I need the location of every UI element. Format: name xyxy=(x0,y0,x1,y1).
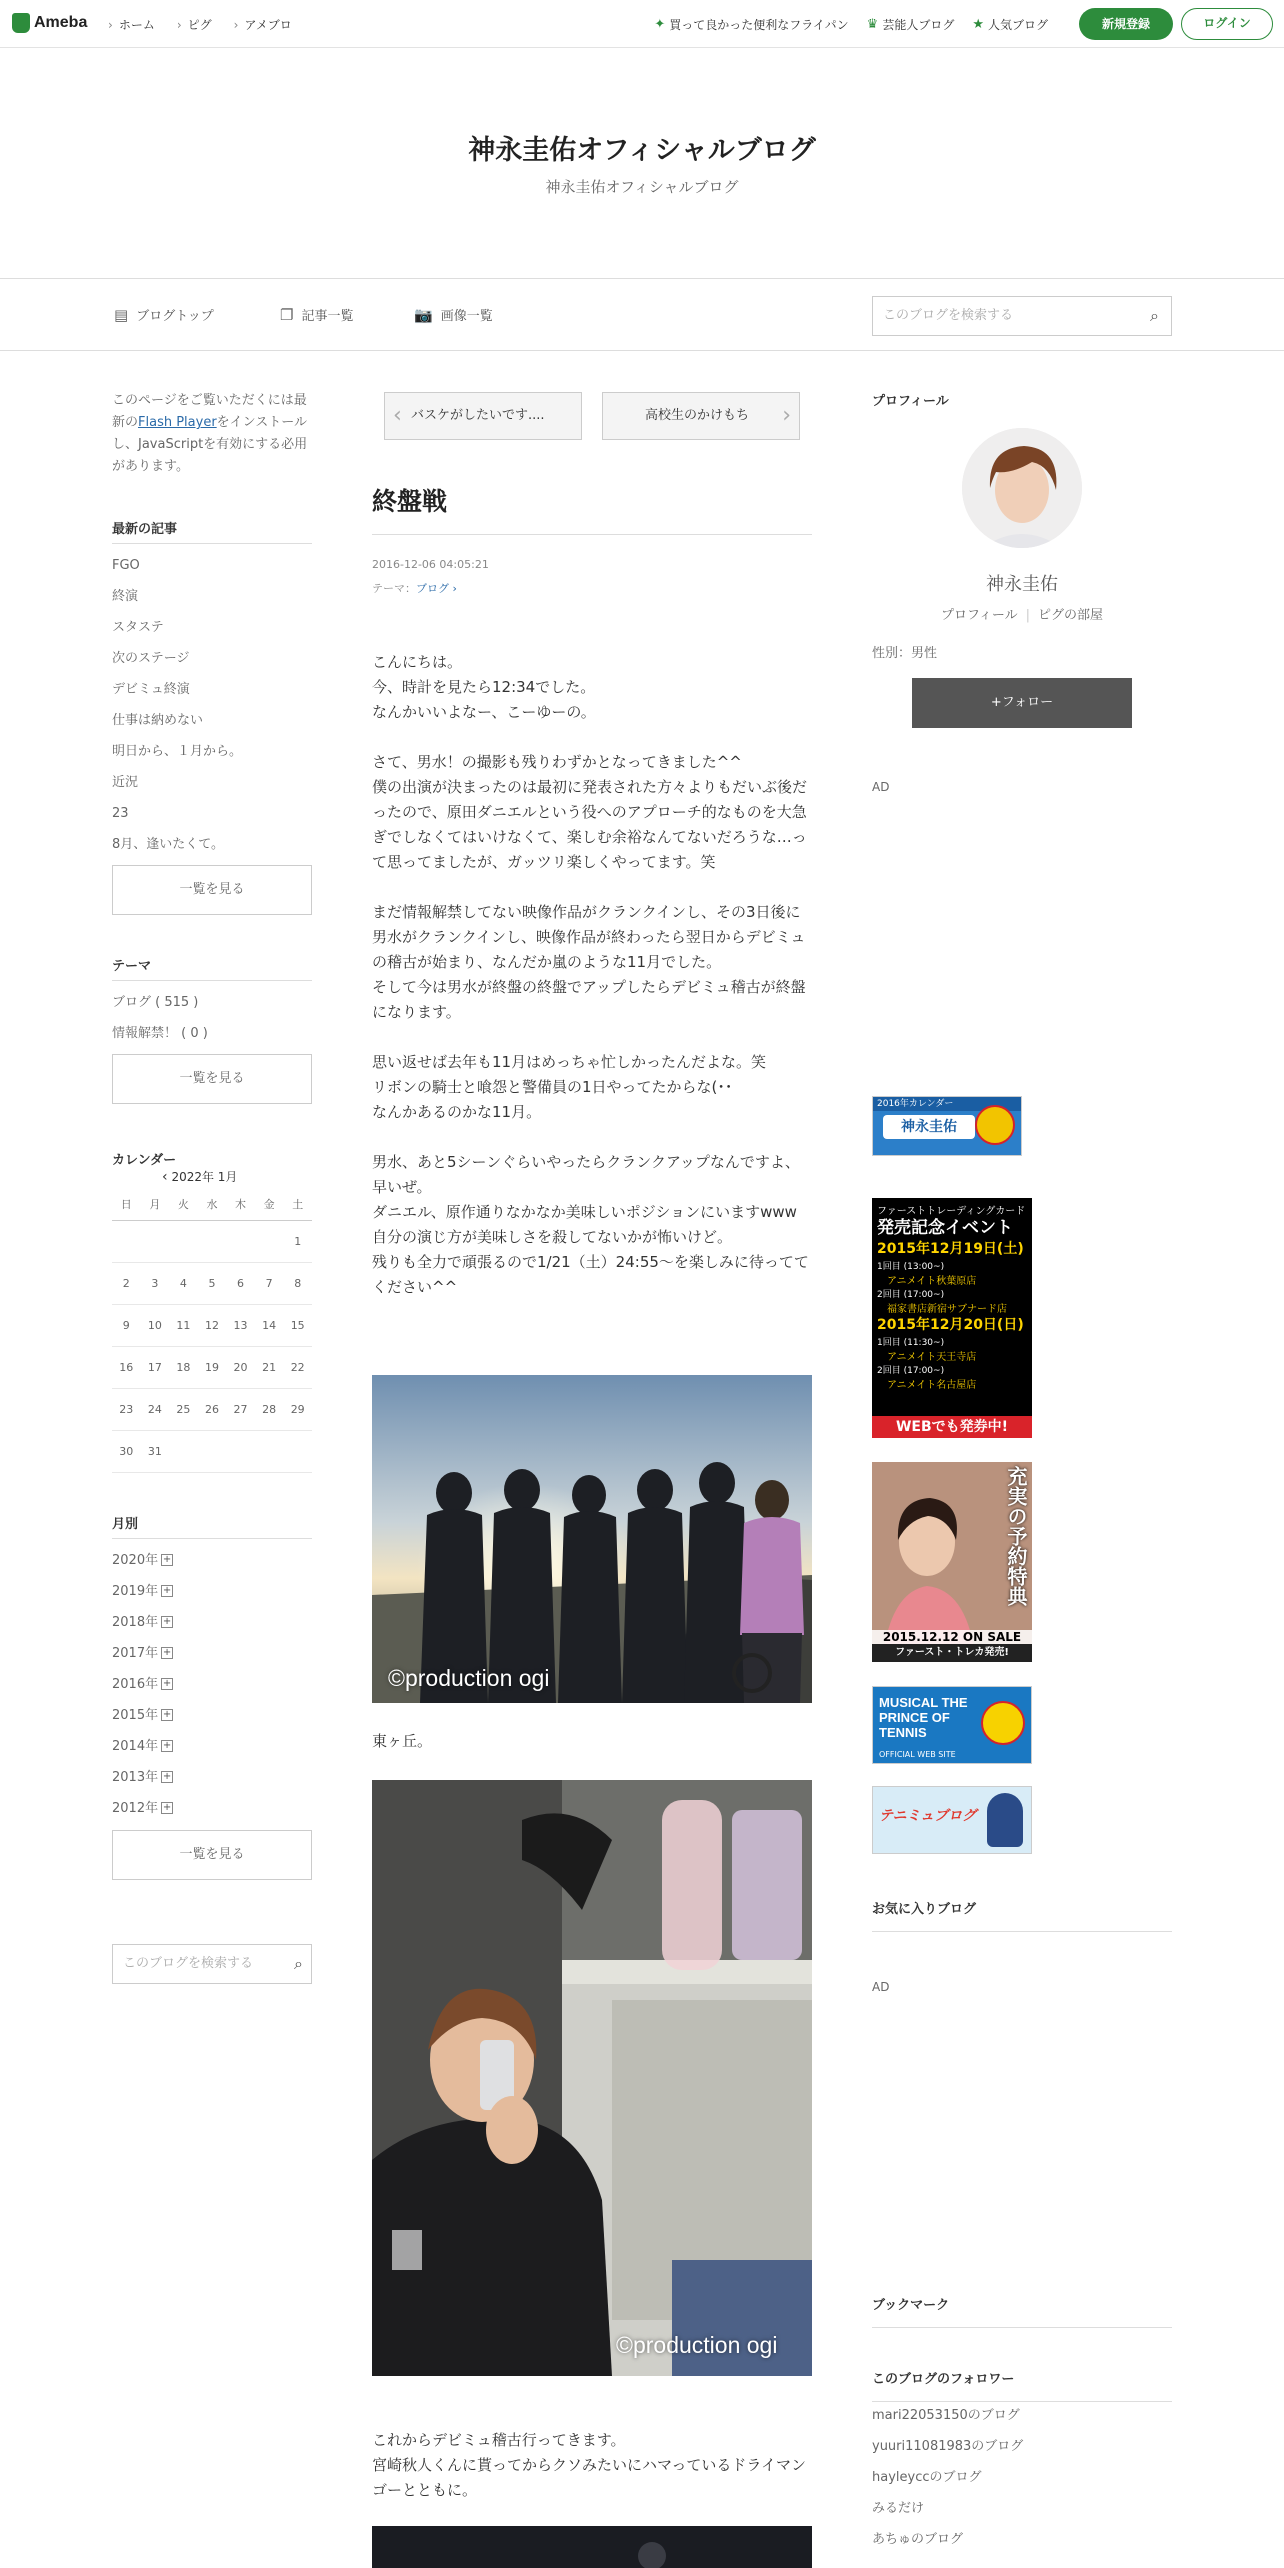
calendar-day: 7 xyxy=(255,1262,284,1304)
calendar-prev-icon[interactable]: ‹ xyxy=(162,1169,168,1185)
register-button[interactable]: 新規登録 xyxy=(1079,8,1173,40)
year-archive-link[interactable] xyxy=(112,1762,312,1793)
calendar-day: 31 xyxy=(141,1430,170,1472)
badge-icon xyxy=(975,1105,1015,1145)
banner-line: 2回目 (17:00~) xyxy=(877,1290,945,1300)
calendar-day xyxy=(255,1220,284,1262)
expand-icon[interactable]: + xyxy=(162,1616,172,1627)
calendar-day xyxy=(226,1220,255,1262)
expand-icon[interactable]: + xyxy=(162,1740,172,1751)
calendar-day: 30 xyxy=(112,1430,141,1472)
entry-paragraph: 思い返せば去年も11月はめっちゃ忙しかったんだよな。笑 リボンの騎士と喰怨と警備員の1日やってたからな(･･ なんかあるのかな11月。 xyxy=(372,1053,766,1121)
recent-entry-link[interactable]: 終演 xyxy=(112,589,139,604)
calendar-day: 9 xyxy=(112,1304,141,1346)
crown-icon: ♛ xyxy=(866,17,879,32)
year-archive-link[interactable] xyxy=(112,1731,312,1762)
banner-text: MUSICAL THE PRINCE OF TENNIS xyxy=(879,1695,968,1740)
calendar-day: 8 xyxy=(283,1262,312,1304)
favorite-blogs-heading: お気に入りブログ xyxy=(872,1898,1172,1932)
expand-icon[interactable]: + xyxy=(162,1678,172,1689)
calendar-day: 13 xyxy=(226,1304,255,1346)
calendar-day xyxy=(169,1430,198,1472)
calendar-nav xyxy=(112,1168,312,1188)
monthly-more-button[interactable]: 一覧を見る xyxy=(112,1830,312,1880)
expand-icon[interactable]: + xyxy=(162,1585,172,1596)
blog-search-input[interactable] xyxy=(872,296,1172,336)
nav-blog-top-label: ブログトップ xyxy=(136,309,214,324)
trading-card-event-banner[interactable] xyxy=(872,1198,1032,1438)
ameba-logo[interactable] xyxy=(12,13,87,33)
banner-line: アニメイト秋葉原店 xyxy=(887,1276,977,1287)
entry-title[interactable]: 終盤戦 xyxy=(372,482,812,535)
entry-paragraph: こんにちは。 今、時計を見たら12:34でした。 なんかいいよなー、こーゆーの。 xyxy=(372,653,596,721)
next-entry-button[interactable] xyxy=(602,392,800,440)
header-links xyxy=(654,16,1048,33)
theme-more-button[interactable]: 一覧を見る xyxy=(112,1054,312,1104)
calendar-day xyxy=(255,1430,284,1472)
recent-more-button[interactable]: 一覧を見る xyxy=(112,865,312,915)
calendar-day xyxy=(112,1220,141,1262)
calendar-day xyxy=(141,1220,170,1262)
frying-pan-link[interactable] xyxy=(654,16,848,33)
left-sidebar xyxy=(112,390,312,1984)
banner-text: テニミュブログ xyxy=(879,1808,977,1824)
banner-line: WEBでも発券中! xyxy=(872,1416,1032,1438)
profile-links xyxy=(872,604,1172,623)
calendar-day xyxy=(169,1220,198,1262)
global-header xyxy=(0,0,1284,48)
recent-entry-link[interactable]: 近況 xyxy=(112,775,139,790)
recent-entry-link[interactable]: 仕事は納めない xyxy=(112,713,204,728)
recent-entry-link[interactable]: 8月、逢いたくて。 xyxy=(112,837,225,852)
celebrity-blog-link[interactable] xyxy=(867,16,955,33)
calendar-day: 28 xyxy=(255,1388,284,1430)
flash-player-link[interactable]: Flash Player xyxy=(138,415,217,430)
recent-entry-link[interactable]: 次のステージ xyxy=(112,651,190,666)
sidebar-search-input[interactable] xyxy=(112,1944,312,1984)
popular-blog-label: 人気ブログ xyxy=(987,18,1048,32)
monthly-archive xyxy=(112,1545,312,1824)
login-button[interactable]: ログイン xyxy=(1181,8,1273,40)
chevron-right-icon: › xyxy=(782,403,791,428)
flash-notice xyxy=(112,390,312,478)
recent-entry-link[interactable]: FGO xyxy=(112,558,140,573)
expand-icon[interactable]: + xyxy=(162,1802,172,1813)
weekday-label: 日 xyxy=(112,1188,141,1220)
star-icon: ★ xyxy=(972,17,984,32)
chevron-left-icon: ‹ xyxy=(393,403,402,428)
partial-photo-art xyxy=(372,2526,812,2568)
ameba-logo-icon xyxy=(12,13,30,33)
nav-entry-list-label: 記事一覧 xyxy=(301,309,354,324)
right-sidebar xyxy=(872,390,1172,2547)
profile-gender: 性別：男性 xyxy=(872,646,938,661)
calendar-day: 10 xyxy=(141,1304,170,1346)
banner-line: 福家書店新宿サブナード店 xyxy=(887,1304,1007,1315)
calendar-day: 21 xyxy=(255,1346,284,1388)
group-photo-art xyxy=(372,1375,812,1703)
main-content xyxy=(372,390,812,2499)
entry-pager xyxy=(372,390,812,440)
profile-name[interactable]: 神永圭佑 xyxy=(986,574,1058,595)
calendar-day: 14 xyxy=(255,1304,284,1346)
banner-date: 2015.12.12 ON SALE xyxy=(872,1630,1032,1644)
entry-photo-partial[interactable] xyxy=(372,2526,812,2568)
theme-link[interactable]: ブログ ( 515 ) xyxy=(112,995,199,1010)
year-label: 2020年 xyxy=(112,1552,159,1568)
recent-entry-link[interactable]: スタステ xyxy=(112,620,164,635)
entry-body xyxy=(372,650,812,1325)
banner-line: 1回目 (11:30~) xyxy=(877,1338,945,1348)
follower-link[interactable]: yuuri11081983のブログ xyxy=(872,2439,1024,2454)
calendar-day: 1 xyxy=(283,1220,312,1262)
bookmark-heading: ブックマーク xyxy=(872,2294,1172,2328)
follow-button[interactable]: +フォロー xyxy=(912,678,1132,728)
avatar-art xyxy=(962,428,1082,548)
banner-top-text: 2016年カレンダー xyxy=(873,1097,1021,1111)
weekday-label: 土 xyxy=(283,1188,312,1220)
follower-link[interactable]: あちゅのブログ xyxy=(872,2532,964,2547)
recent-entry-link[interactable]: デビミュ終演 xyxy=(112,682,190,697)
weekday-label: 木 xyxy=(226,1188,255,1220)
copy-icon: ❐ xyxy=(280,305,294,324)
prev-entry-button[interactable] xyxy=(384,392,582,440)
blog-header xyxy=(0,48,1284,278)
calendar-day: 25 xyxy=(169,1388,198,1430)
calendar-month: 2022年 1月 xyxy=(171,1170,238,1184)
nav-blog-top[interactable] xyxy=(114,305,214,324)
blog-title[interactable]: 神永圭佑オフィシャルブログ xyxy=(468,135,816,166)
year-label: 2019年 xyxy=(112,1583,159,1599)
sidebar-search-placeholder: このブログを検索する xyxy=(123,1955,254,1971)
calendar-day: 26 xyxy=(198,1388,227,1430)
blog-subtitle: 神永圭佑オフィシャルブログ xyxy=(545,178,739,196)
profile-link[interactable]: プロフィール xyxy=(940,608,1018,623)
year-archive-link[interactable] xyxy=(112,1607,312,1638)
celebrity-blog-label: 芸能人ブログ xyxy=(882,18,955,32)
calendar-day: 15 xyxy=(283,1304,312,1346)
prev-entry-label: バスケがしたいです.... xyxy=(411,408,545,423)
pigg-room-link[interactable]: ピグの部屋 xyxy=(1038,608,1104,623)
entry-paragraph: まだ情報解禁してない映像作品がクランクインし、その3日後に男水がクランクインし、映像作品が終わったら翌日からデビミュの稽古が始まり、なんだか嵐のような11月でした。 そして今は男水が終盤の終盤でアップしたらデビミュ稽古が終盤になります。 xyxy=(372,903,806,1021)
entry-meta xyxy=(372,553,489,601)
entry-theme-link[interactable]: ブログ xyxy=(416,582,449,595)
frying-pan-label: 買って良かった便利なフライパン xyxy=(669,18,849,32)
nav-ameblo-link[interactable]: › アメブロ xyxy=(234,16,292,33)
entry-paragraph: さて、男水！の撮影も残りわずかとなってきました^^ 僕の出演が決まったのは最初に発表された方々よりもだいぶ後だったので、原田ダニエルという役へのアプローチ的なものを大急ぎでしなくてはいけなくて、楽しむ余裕なんてないだろうな…って思ってましたが、ガッツリ楽しくやってます。笑 xyxy=(372,753,808,871)
flash-notice-prefix: このページをご覧いただくには最新の xyxy=(112,393,307,430)
calendar-day: 16 xyxy=(112,1346,141,1388)
calendar-day: 17 xyxy=(141,1346,170,1388)
weekday-label: 水 xyxy=(198,1188,227,1220)
monthly-heading: 月別 xyxy=(112,1513,312,1539)
calendar-day: 23 xyxy=(112,1388,141,1430)
year-archive-link[interactable] xyxy=(112,1700,312,1731)
year-label: 2014年 xyxy=(112,1738,159,1754)
tennis-musical-banner[interactable] xyxy=(872,1686,1032,1764)
calendar-banner[interactable] xyxy=(872,1096,1022,1156)
calendar-day: 22 xyxy=(283,1346,312,1388)
calendar-day: 27 xyxy=(226,1388,255,1430)
year-label: 2015年 xyxy=(112,1707,159,1723)
expand-icon[interactable]: + xyxy=(162,1647,172,1658)
nav-image-list[interactable] xyxy=(414,305,493,324)
calendar-day: 3 xyxy=(141,1262,170,1304)
expand-icon[interactable]: + xyxy=(162,1709,172,1720)
banner-name: 神永圭佑 xyxy=(883,1115,975,1139)
profile-avatar[interactable] xyxy=(962,428,1082,548)
tenimu-blog-banner[interactable] xyxy=(872,1786,1032,1854)
followers-heading: このブログのフォロワー xyxy=(872,2368,1172,2402)
banner-line: アニメイト名古屋店 xyxy=(887,1380,977,1391)
blog-nav xyxy=(0,278,1284,351)
calendar xyxy=(112,1168,312,1473)
ameba-logo-text: Ameba xyxy=(34,14,88,31)
year-archive-link[interactable] xyxy=(112,1669,312,1700)
recent-entries-heading: 最新の記事 xyxy=(112,518,312,544)
calendar-day: 5 xyxy=(198,1262,227,1304)
calendar-day: 20 xyxy=(226,1346,255,1388)
calendar-day: 2 xyxy=(112,1262,141,1304)
calendar-day: 11 xyxy=(169,1304,198,1346)
year-archive-link[interactable] xyxy=(112,1545,312,1576)
expand-icon[interactable]: + xyxy=(162,1554,172,1565)
nav-image-list-label: 画像一覧 xyxy=(440,309,493,324)
theme-list xyxy=(112,987,312,1049)
selfie-photo-art xyxy=(372,1780,812,2376)
next-entry-label: 高校生のかけもち xyxy=(645,408,750,423)
divider: | xyxy=(1025,608,1031,623)
chevron-right-icon: › xyxy=(449,582,457,595)
badge-icon xyxy=(981,1701,1025,1745)
year-archive-link[interactable] xyxy=(112,1638,312,1669)
year-archive-link[interactable] xyxy=(112,1576,312,1607)
calendar-day: 4 xyxy=(169,1262,198,1304)
calendar-day: 12 xyxy=(198,1304,227,1346)
entry-paragraph: 男水、あと5シーンぐらいやったらクランクアップなんですよ、早いぜ。 ダニエル、原作通りなかなか美味しいポジションにいますwww 自分の演じ方が美味しさを殺してないかが怖いけど。 残りも全力で頑張るので1/21（土）24:55～を楽しみに待っててください^^ xyxy=(372,1153,809,1296)
banner-line: 2015年12月19日(土) xyxy=(877,1241,1024,1257)
photo-credit: ©production ogi xyxy=(388,1665,550,1691)
camera-icon: 📷 xyxy=(414,305,433,324)
photo-caption: 東ヶ丘。 xyxy=(372,1732,433,1750)
theme-heading: テーマ xyxy=(112,955,312,981)
weekday-label: 金 xyxy=(255,1188,284,1220)
banner-text: 充実の予約特典 xyxy=(1004,1466,1028,1606)
calendar-day: 24 xyxy=(141,1388,170,1430)
ad-label: AD xyxy=(872,780,890,794)
calendar-day: 29 xyxy=(283,1388,312,1430)
recent-entries-list xyxy=(112,550,312,860)
follower-link[interactable]: みるだけ xyxy=(872,2501,925,2516)
calendar-day: 18 xyxy=(169,1346,198,1388)
banner-line: ファーストトレーディングカード xyxy=(877,1206,1026,1217)
ad-label: AD xyxy=(872,1980,890,1994)
year-archive-link[interactable] xyxy=(112,1793,312,1824)
year-label: 2013年 xyxy=(112,1769,159,1785)
entry-date: 2016-12-06 04:05:21 xyxy=(372,558,489,571)
banner-line: アニメイト天王寺店 xyxy=(887,1352,977,1363)
nav-entry-list[interactable] xyxy=(280,305,353,324)
banner-line: 1回目 (13:00~) xyxy=(877,1262,945,1272)
entry-photo-group[interactable] xyxy=(372,1375,812,1703)
entry-theme-label: テーマ： xyxy=(372,582,416,595)
banner-sub: ファースト・トレカ発売! xyxy=(872,1644,1032,1662)
entry-tail-text: これからデビミュ稽古行ってきます。 宮崎秋人くんに貰ってからクソみたいにハマっているドライマンゴーとともに。 xyxy=(372,2431,806,2499)
expand-icon[interactable]: + xyxy=(162,1771,172,1782)
banner-line: 2015年12月20日(日) xyxy=(877,1317,1024,1333)
year-label: 2016年 xyxy=(112,1676,159,1692)
follower-link[interactable]: mari22053150のブログ xyxy=(872,2408,1020,2423)
global-nav xyxy=(108,16,292,33)
popular-blog-link[interactable] xyxy=(972,16,1048,33)
search-icon[interactable]: ⌕ xyxy=(294,1953,303,1973)
banner-line: 2回目 (17:00~) xyxy=(877,1366,945,1376)
calendar-day xyxy=(198,1220,227,1262)
recent-entry-link[interactable]: 明日から、１月から。 xyxy=(112,744,243,759)
followers-list xyxy=(872,2400,1172,2555)
year-label: 2018年 xyxy=(112,1614,159,1630)
character-illustration xyxy=(987,1793,1023,1847)
calendar-day xyxy=(226,1430,255,1472)
document-icon: ▤ xyxy=(114,305,129,324)
calendar-day xyxy=(283,1430,312,1472)
profile-heading: プロフィール xyxy=(872,394,949,409)
calendar-grid xyxy=(112,1188,312,1473)
weekday-label: 火 xyxy=(169,1188,198,1220)
nav-pigg-link[interactable]: › ピグ xyxy=(177,16,212,33)
calendar-day: 19 xyxy=(198,1346,227,1388)
year-label: 2012年 xyxy=(112,1800,159,1816)
photo-credit: ©production ogi xyxy=(616,2332,778,2358)
year-label: 2017年 xyxy=(112,1645,159,1661)
nav-home-link[interactable]: › ホーム xyxy=(108,16,155,33)
entry-photo-selfie[interactable] xyxy=(372,1780,812,2376)
banner-sub: OFFICIAL WEB SITE xyxy=(879,1750,956,1759)
follower-link[interactable]: hayleyccのブログ xyxy=(872,2470,982,2485)
calendar-day: 6 xyxy=(226,1262,255,1304)
weekday-label: 月 xyxy=(141,1188,170,1220)
calendar-day xyxy=(198,1430,227,1472)
search-icon[interactable]: ⌕ xyxy=(1150,306,1159,325)
flash-notice-suffix: をインストールし、JavaScriptを有効にする必用があります。 xyxy=(112,415,308,474)
theme-link[interactable]: 情報解禁！ ( 0 ) xyxy=(112,1026,208,1041)
banner-line: 発売記念イベント xyxy=(877,1218,1013,1238)
recent-entry-link[interactable]: 23 xyxy=(112,806,129,821)
calendar-heading: カレンダー xyxy=(112,1153,177,1168)
blog-search-placeholder: このブログを検索する xyxy=(883,308,1014,323)
sparkle-icon: ✦ xyxy=(654,17,666,32)
pre-order-banner[interactable] xyxy=(872,1462,1032,1662)
